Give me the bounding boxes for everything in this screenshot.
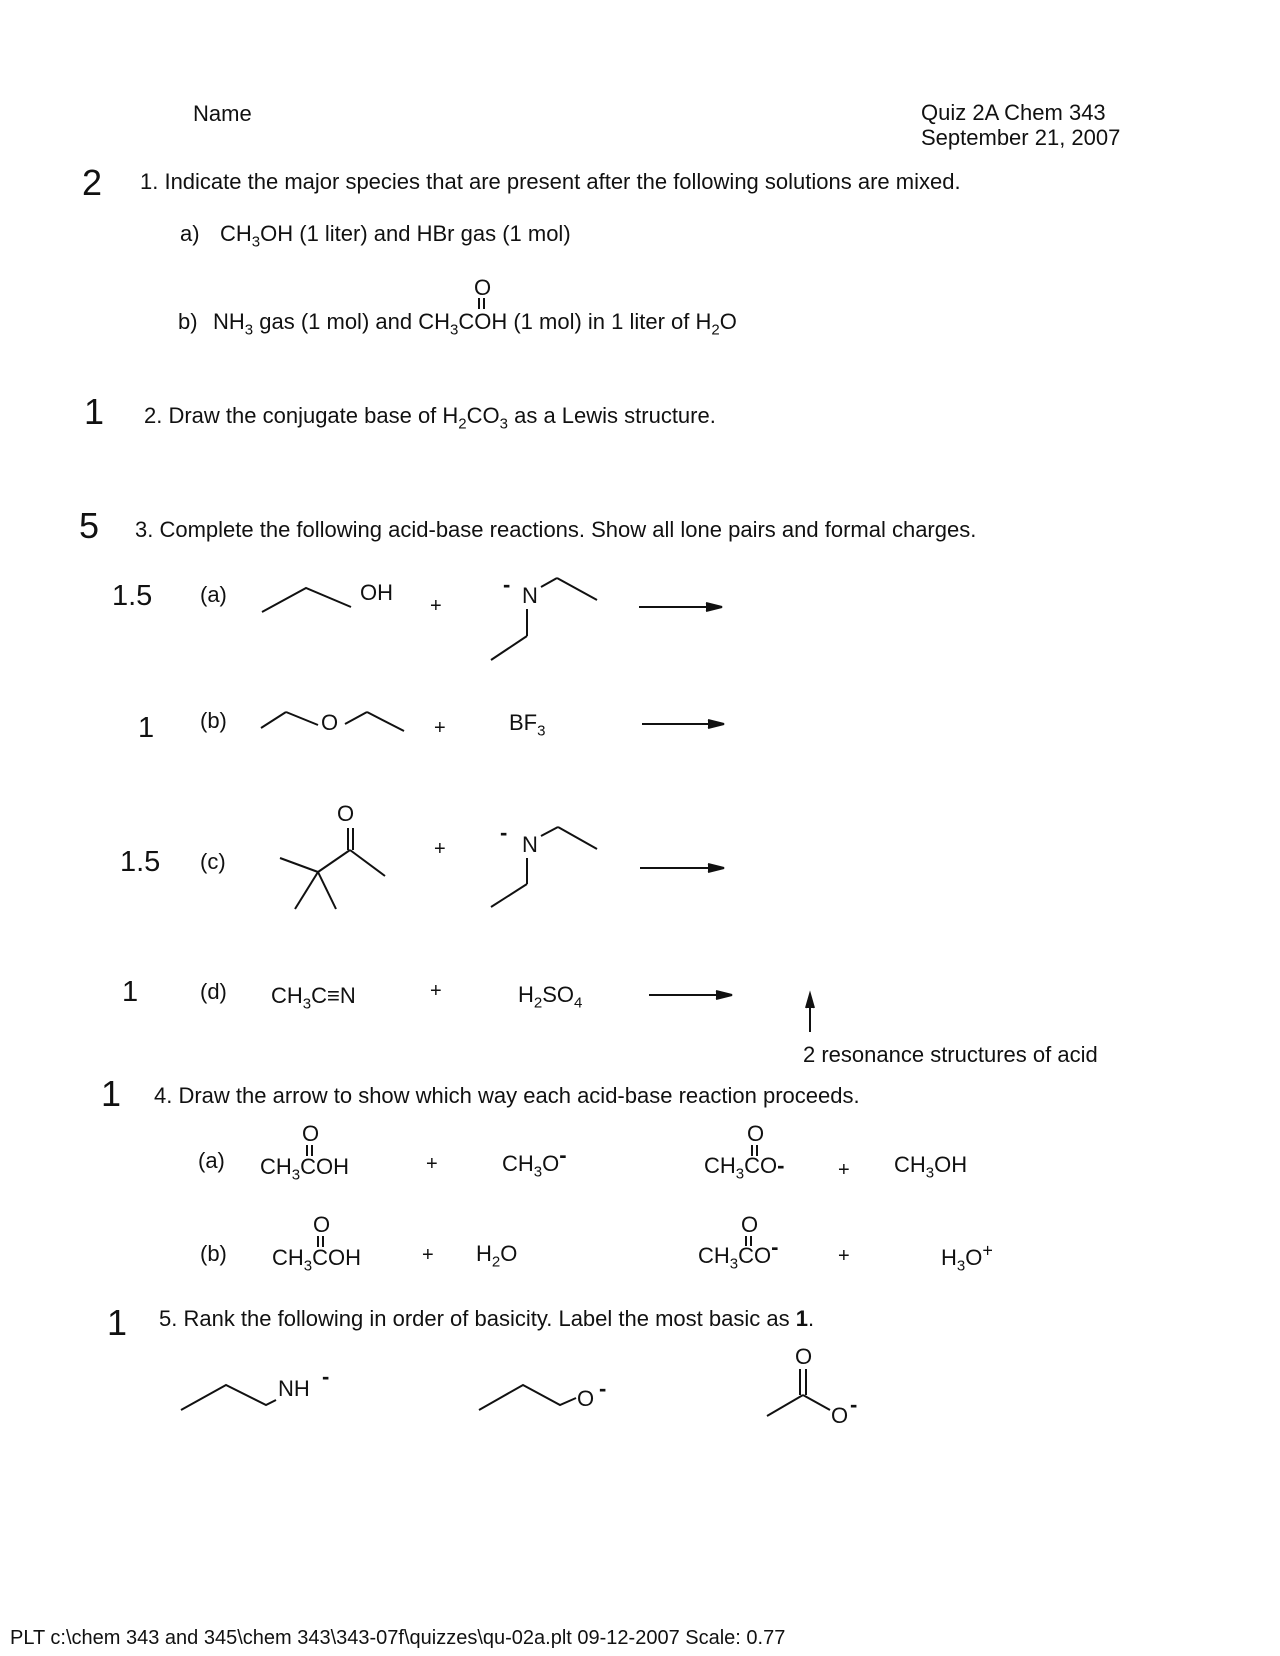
q3a-propanol-skeleton [262,588,351,612]
q3b-plus: + [434,717,446,739]
q3-prompt: 3. Complete the following acid-base reactions. Show all lone pairs and formal charges. [135,517,977,542]
q3a-oh: OH [360,580,393,605]
q5-points: 1 [107,1302,128,1343]
q3c-pinacolone-skeleton [280,828,385,909]
q3b-diethyl-ether-skeleton [261,712,404,731]
q4b-acetate-o: O [741,1212,759,1237]
q1b-carbonyl-oxygen: O [474,275,492,300]
q3a-diethylamide-skeleton [491,578,597,660]
q5-carboxylate-o: O [831,1403,849,1428]
q4b-acid-o: O [313,1212,331,1237]
quiz-date: September 21, 2007 [921,125,1121,150]
q5-alkoxide-charge: - [599,1376,607,1401]
q3c-points: 1.5 [120,846,161,878]
q5-propylamide-skeleton [181,1385,276,1410]
q4b-label: (b) [200,1241,227,1266]
q5-amide-nh: NH [278,1376,310,1401]
q1b-carbonyl-bond [479,298,484,309]
q4a-methoxide: $CH_3O^-$ [502,1142,567,1181]
q3a-plus: + [430,595,442,617]
q4-carbonyl-bonds [307,1142,757,1247]
q5-propoxide-skeleton [479,1385,576,1410]
q3c-reaction-arrow [640,864,724,872]
q4a-acetate: $CH_3CO-$ [704,1153,785,1183]
q5-acetate-skeleton [767,1369,830,1416]
q3c-negative-charge: - [500,820,508,845]
q3c-plus: + [434,838,446,860]
q5-carboxylate-carbonyl-o: O [795,1344,813,1369]
q4a-acetic-acid: $CH_3COH$ [260,1154,350,1184]
q3d-sulfuric-acid: $H_2SO_4$ [518,982,583,1012]
resonance-note: 2 resonance structures of acid [803,1042,1098,1067]
q4-prompt: 4. Draw the arrow to show which way each acid-base reaction proceeds. [154,1083,860,1108]
quiz-title: Quiz 2A Chem 343 [921,100,1106,125]
q4b-plus-1: + [422,1244,434,1266]
q3a-label: (a) [200,582,227,607]
q2-points: 1 [84,391,105,432]
q3a-amide-n: N [522,583,538,608]
q1b-label: b) [178,309,198,334]
q5-carboxylate-charge: - [850,1392,858,1417]
q3d-plus: + [430,980,442,1002]
q4a-label: (a) [198,1148,225,1173]
q3c-label: (c) [200,849,226,874]
q3b-label: (b) [200,708,227,733]
q4b-acetic-acid: $CH_3COH$ [272,1245,362,1275]
q5-alkoxide-o: O [577,1386,595,1411]
q3b-bf3: $BF_3$ [509,710,546,740]
q4b-water: $H_2O$ [476,1241,518,1271]
q3d-label: (d) [200,979,227,1004]
q3d-reaction-arrow [649,991,732,999]
q4a-acetate-o: O [747,1121,765,1146]
q4-points: 1 [101,1073,122,1114]
q3a-points: 1.5 [112,580,153,612]
q1a-text: $CH_3OH$ (1 liter) and HBr gas (1 mol) [220,221,571,251]
footer-plt: PLT c:\chem 343 and 345\chem 343\343-07f\quizzes\qu-02a.plt 09-12-2007 Scale: 0.77 [10,1627,786,1649]
q3-points: 5 [79,505,100,546]
q2-prompt: 2. Draw the conjugate base of $H_2CO_3$ as a Lewis structure. [144,403,716,433]
resonance-up-arrow [806,994,814,1032]
q3d-points: 1 [122,976,139,1008]
q1b-text: $NH_3$ gas (1 mol) and $CH_3COH$ (1 mol) in 1 liter of $H_2O$ [213,309,737,339]
q4b-hydronium: $H_3O^+$ [941,1240,993,1275]
q5-amide-charge: - [322,1364,330,1389]
q3b-points: 1 [138,712,155,744]
q4a-acid-o: O [302,1121,320,1146]
q1-prompt: 1. Indicate the major species that are present after the following solutions are mixed. [140,169,961,194]
q5-prompt: 5. Rank the following in order of basicity. Label the most basic as 1. [159,1306,815,1331]
q3c-diethylamide-skeleton [491,827,597,907]
name-label: Name [193,101,252,126]
q3c-carbonyl-o: O [337,801,355,826]
q4a-plus-2: + [838,1159,850,1181]
q4a-methanol: $CH_3OH$ [894,1152,968,1182]
q3b-reaction-arrow [642,720,724,728]
q3a-reaction-arrow [639,603,722,611]
q1-points: 2 [82,162,103,203]
q3c-amide-n: N [522,832,538,857]
q4a-plus-1: + [426,1153,438,1175]
q4b-plus-2: + [838,1245,850,1267]
q3b-ether-o: O [321,710,339,735]
q1a-label: a) [180,221,200,246]
q3a-negative-charge: - [503,572,511,597]
q3d-acetonitrile: $CH_3C\equiv N$ [271,983,356,1013]
q4b-acetate: $CH_3CO^-$ [698,1234,779,1273]
